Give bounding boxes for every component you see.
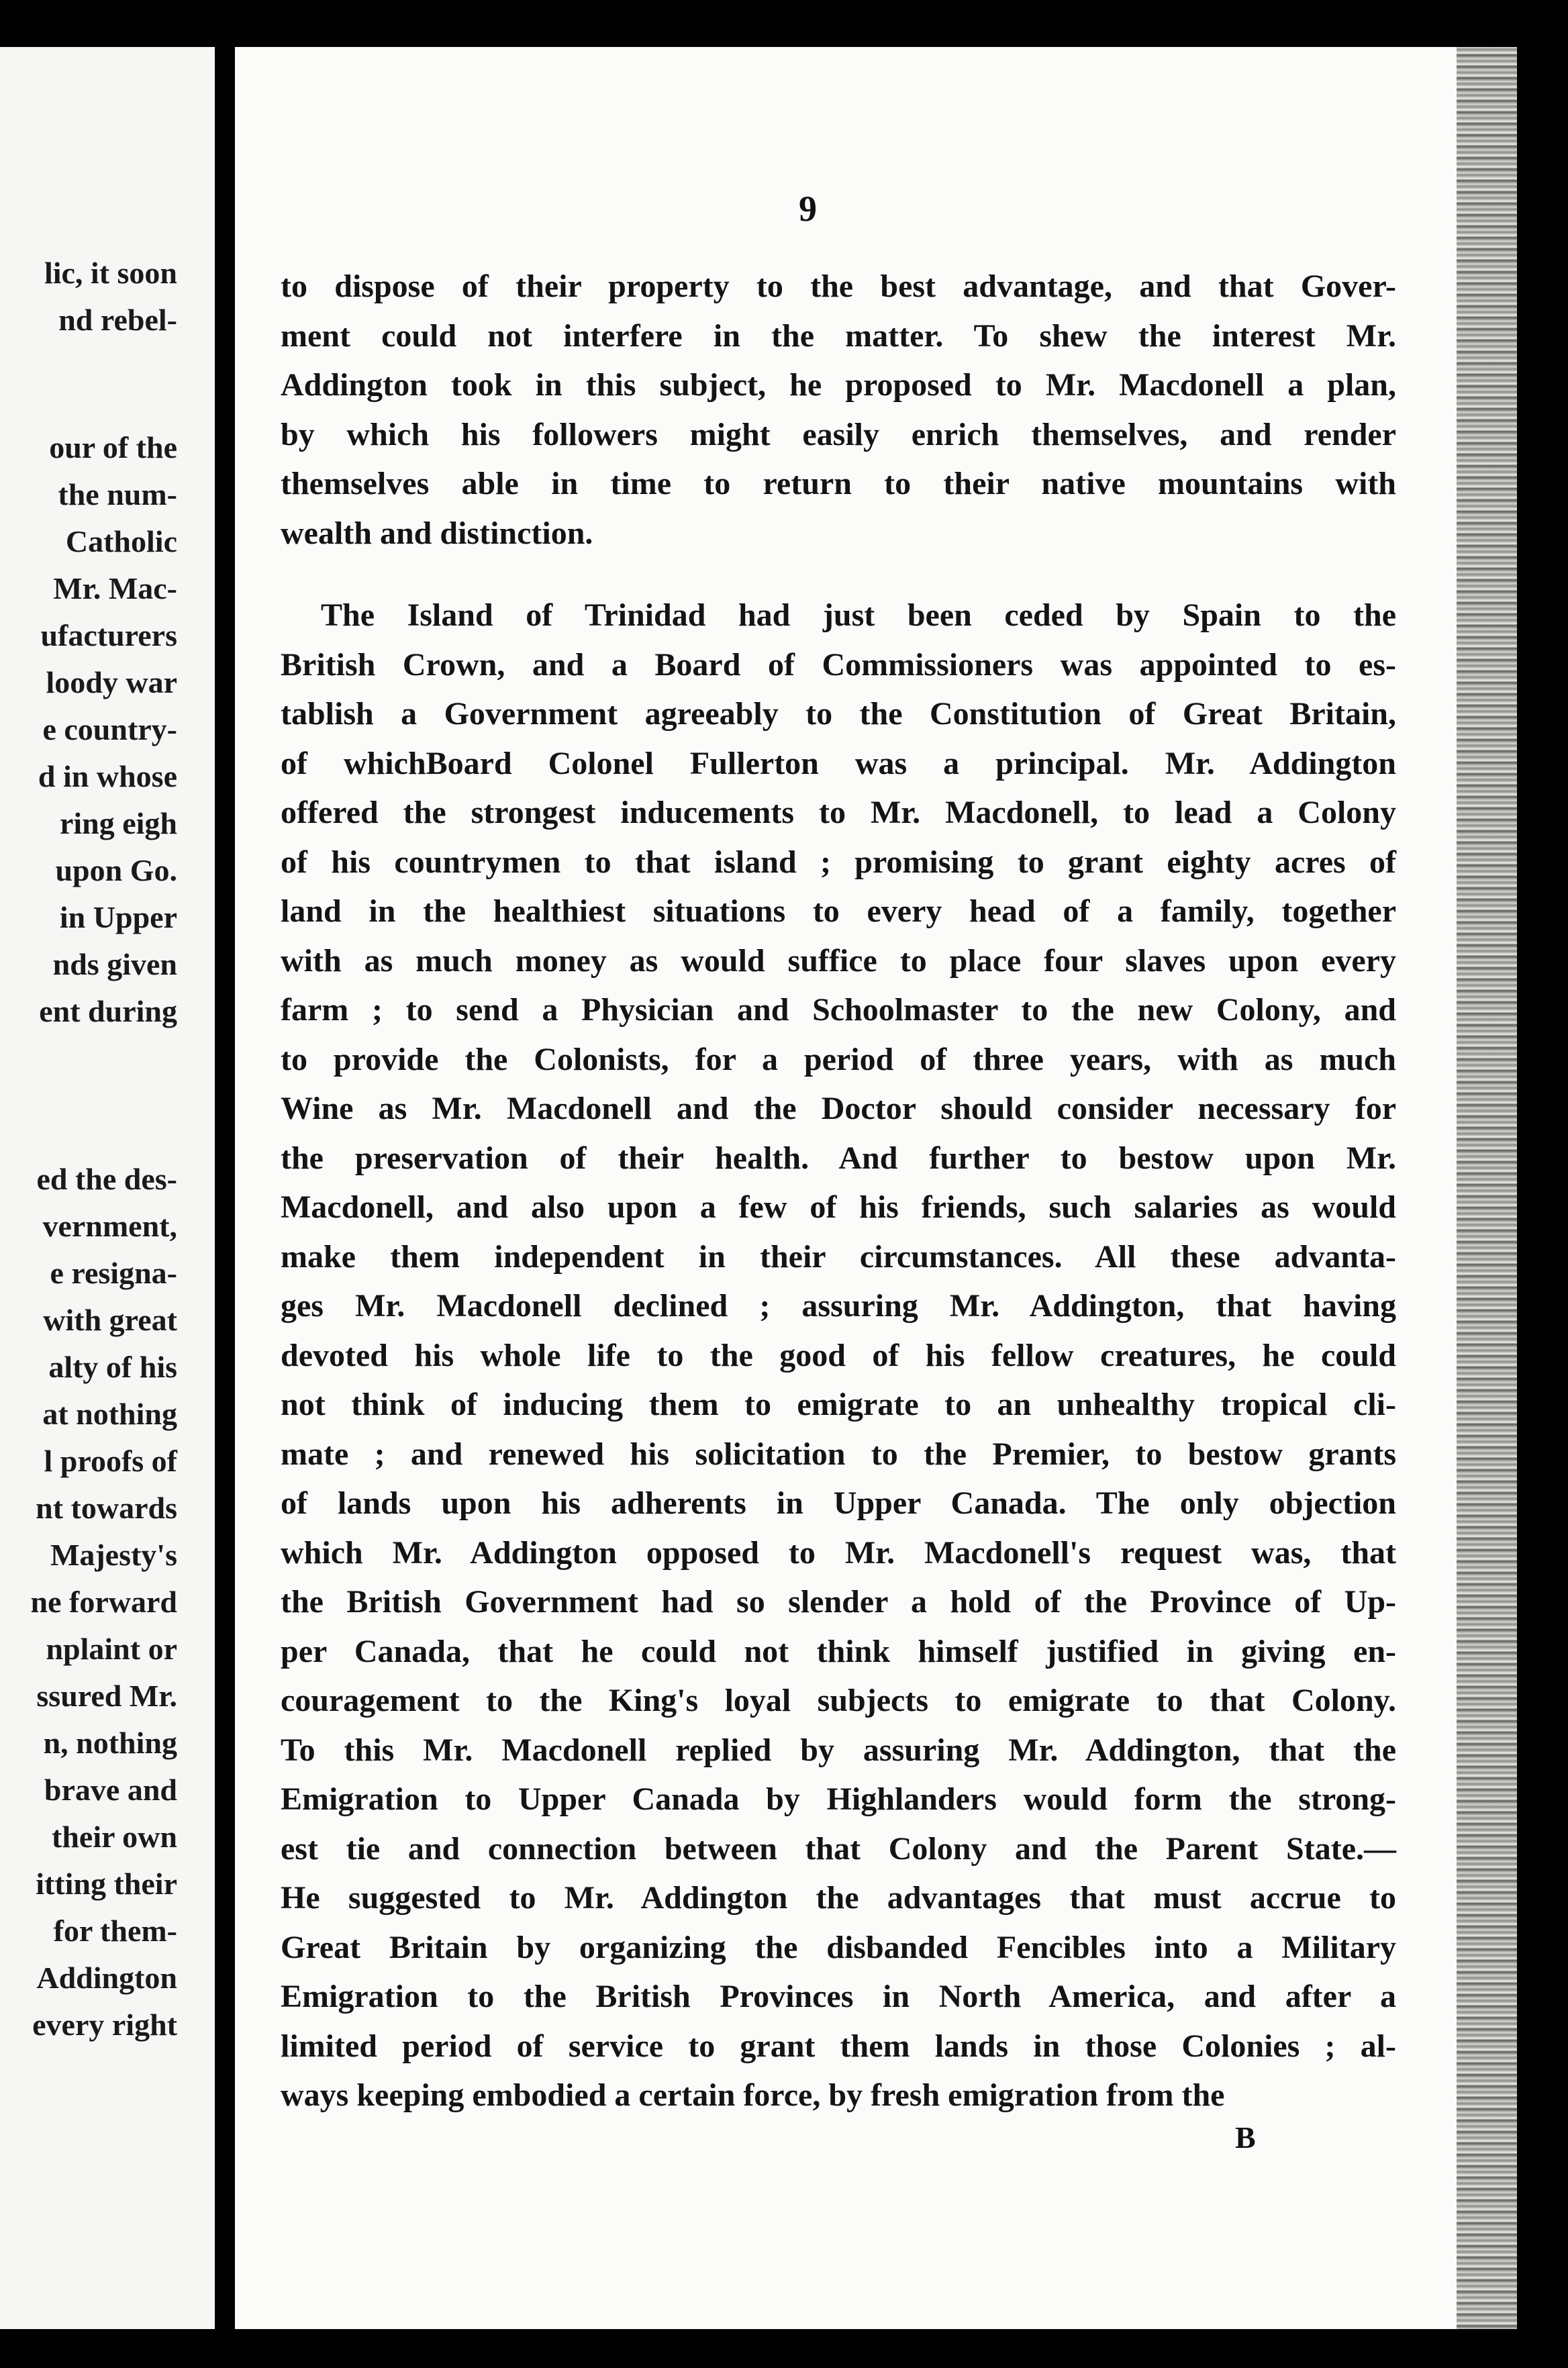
facing-page-line: loody war xyxy=(46,665,177,699)
text-line: of whichBoard Colonel Fullerton was a principal. Mr. Addington xyxy=(281,745,1396,781)
text-line: mate ; and renewed his solicitation to the Premier, to bestow grants xyxy=(281,1436,1396,1472)
text-line: Macdonell, and also upon a few of his friends, such salaries as would xyxy=(281,1189,1396,1225)
text-line: ges Mr. Macdonell declined ; assuring Mr. Addington, that having xyxy=(281,1288,1396,1324)
text-line: the British Government had so slender a hold of the Province of Up- xyxy=(281,1584,1396,1620)
text-line: tablish a Government agreeably to the Constitution of Great Britain, xyxy=(281,696,1396,732)
text-line: land in the healthiest situations to every head of a family, together xyxy=(281,893,1396,929)
text-line: He suggested to Mr. Addington the advantages that must accrue to xyxy=(281,1880,1396,1916)
facing-page-line: Catholic xyxy=(65,524,177,558)
facing-page-line: at nothing xyxy=(42,1397,177,1431)
facing-page-line: upon Go. xyxy=(55,853,177,887)
text-line: per Canada, that he could not think himself justified in giving en- xyxy=(281,1633,1396,1669)
text-line: devoted his whole life to the good of his fellow creatures, he could xyxy=(281,1337,1396,1373)
text-line: the preservation of their health. And further to bestow upon Mr. xyxy=(281,1140,1396,1176)
text-line: make them independent in their circumstances. All these advanta- xyxy=(281,1238,1396,1275)
text-line: to dispose of their property to the best advantage, and that Gover- xyxy=(281,268,1396,304)
facing-page-line: in Upper xyxy=(59,900,177,934)
facing-page-line: ent during xyxy=(39,994,177,1028)
text-line: To this Mr. Macdonell replied by assuring Mr. Addington, that the xyxy=(281,1732,1396,1768)
book-gutter xyxy=(215,0,235,2368)
text-line: of his countrymen to that island ; promising to grant eighty acres of xyxy=(281,844,1396,880)
facing-page-line: the num- xyxy=(58,477,177,511)
facing-page-line: e country- xyxy=(42,712,177,746)
facing-page-line: their own xyxy=(52,1820,177,1854)
facing-page-line: nplaint or xyxy=(46,1632,177,1666)
facing-page-line: every right xyxy=(32,2008,177,2042)
signature-mark: B xyxy=(1235,2120,1256,2155)
facing-page-line: l proofs of xyxy=(44,1444,177,1478)
text-line: ment could not interfere in the matter. To shew the interest Mr. xyxy=(281,317,1396,354)
facing-page-line: n, nothing xyxy=(43,1726,177,1760)
facing-page-line: for them- xyxy=(53,1914,177,1948)
text-line: by which his followers might easily enrich themselves, and render xyxy=(281,416,1396,452)
text-line: of lands upon his adherents in Upper Canada. The only objection xyxy=(281,1485,1396,1521)
facing-page-line: ufacturers xyxy=(40,618,177,652)
text-line: to provide the Colonists, for a period of three years, with as much xyxy=(281,1041,1396,1077)
text-line: not think of inducing them to emigrate to an unhealthy tropical cli- xyxy=(281,1387,1396,1422)
facing-page-line: Addington xyxy=(36,1961,177,1995)
facing-page-line: ssured Mr. xyxy=(36,1679,177,1713)
facing-page-line: nds given xyxy=(52,947,177,981)
facing-page-line: vernment, xyxy=(42,1209,177,1243)
paragraph-2 xyxy=(281,591,1396,2120)
facing-page-line: nt towards xyxy=(36,1491,177,1525)
scan-border xyxy=(1517,0,1568,2368)
text-line: Great Britain by organizing the disbanded Fencibles into a Military xyxy=(281,1929,1396,1965)
facing-page-fragment xyxy=(0,47,215,2329)
text-line: est tie and connection between that Colony and the Parent State.— xyxy=(281,1830,1396,1867)
text-line: ways keeping embodied a certain force, by fresh emigration from the xyxy=(281,2077,1225,2113)
facing-page-line: Majesty's xyxy=(50,1538,177,1572)
text-line: The Island of Trinidad had just been ceded by Spain to the xyxy=(321,597,1396,633)
facing-page-line: lic, it soon xyxy=(44,256,177,290)
page-number: 9 xyxy=(799,189,817,229)
facing-page-line: with great xyxy=(43,1303,177,1337)
text-line: Addington took in this subject, he proposed to Mr. Macdonell a plan, xyxy=(281,367,1396,403)
text-line: wealth and distinction. xyxy=(281,515,593,551)
text-line: limited period of service to grant them lands in those Colonies ; al- xyxy=(281,2028,1396,2064)
text-line: Emigration to the British Provinces in North America, and after a xyxy=(281,1979,1396,2014)
text-line: with as much money as would suffice to place four slaves upon every xyxy=(281,942,1396,979)
facing-page-line: ne forward xyxy=(30,1585,177,1619)
text-line: themselves able in time to return to their native mountains with xyxy=(281,466,1396,501)
page-edge-stack xyxy=(1457,47,1517,2329)
facing-page-line: alty of his xyxy=(48,1350,177,1384)
text-line: Emigration to Upper Canada by Highlanders would form the strong- xyxy=(281,1781,1396,1817)
text-line: offered the strongest inducements to Mr. Macdonell, to lead a Colony xyxy=(281,795,1396,830)
facing-page-line: itting their xyxy=(36,1867,177,1901)
facing-page-line: nd rebel- xyxy=(58,303,177,337)
facing-page-line: d in whose xyxy=(38,759,177,793)
facing-page-line: e resigna- xyxy=(50,1256,177,1290)
facing-page-line: ed the des- xyxy=(36,1162,177,1196)
text-line: Wine as Mr. Macdonell and the Doctor should consider necessary for xyxy=(281,1091,1396,1126)
paragraph-1 xyxy=(281,262,1396,558)
facing-page-line: Mr. Mac- xyxy=(53,571,177,605)
facing-page-line: ring eigh xyxy=(59,806,177,840)
text-line: British Crown, and a Board of Commissioners was appointed to es- xyxy=(281,646,1396,683)
facing-page-line: brave and xyxy=(44,1773,177,1807)
text-line: couragement to the King's loyal subjects to emigrate to that Colony. xyxy=(281,1683,1396,1718)
text-line: which Mr. Addington opposed to Mr. Macdonell's request was, that xyxy=(281,1534,1396,1571)
facing-page-line: our of the xyxy=(49,430,177,464)
text-line: farm ; to send a Physician and Schoolmaster to the new Colony, and xyxy=(281,992,1396,1028)
